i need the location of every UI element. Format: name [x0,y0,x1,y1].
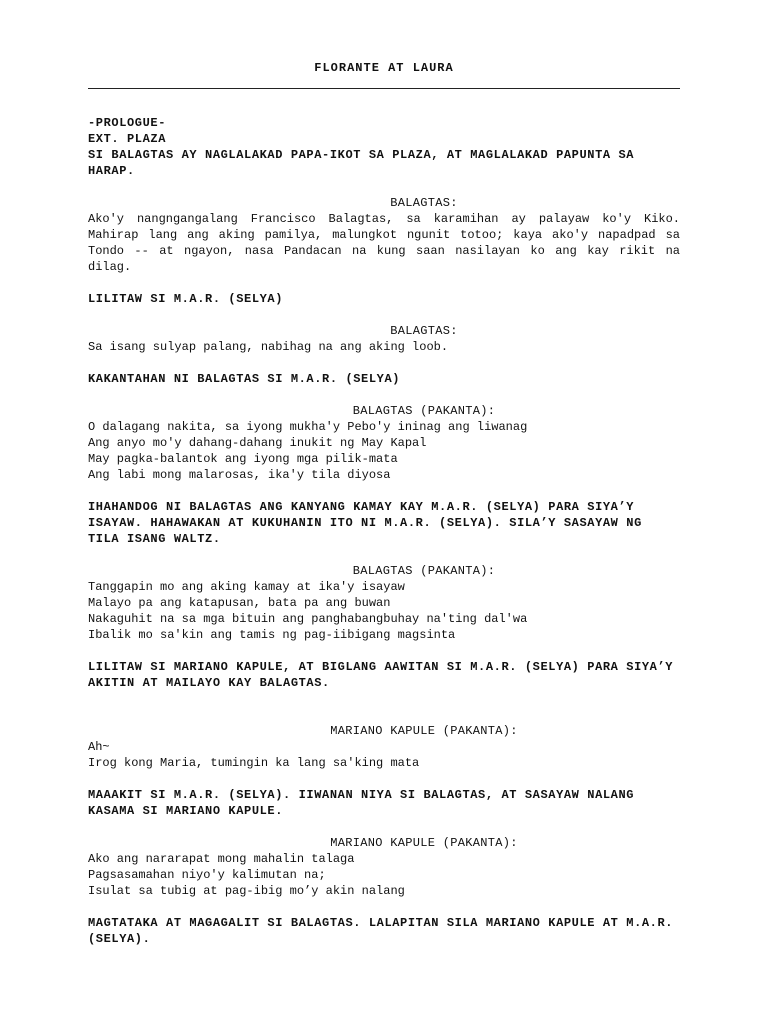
speaker-name: MARIANO KAPULE (PAKANTA): [330,836,518,850]
action-line: LILITAW SI M.A.R. (SELYA) [88,292,284,306]
lyric-line: Ang anyo mo'y dahang-dahang inukit ng May Kapal [88,436,427,450]
song-lyrics [88,579,680,643]
scene-heading: EXT. PLAZA [88,132,167,146]
lyric-line: Irog kong Maria, tumingin ka lang sa'king mata [88,756,420,770]
lyric-line: Pagsasamahan niyo'y kalimutan na; [88,868,326,882]
action-line: IHAHANDOG NI BALAGTAS ANG KANYANG KAMAY KAY M.A.R. (SELYA) PARA SIYA’Y ISAYAW. HAHAWAKAN AT KUKUHANIN ITO NI M.A.R. (SELYA). SILA’Y SASAYAW NG TILA ISANG WALTZ. [88,500,642,546]
lyric-line: Ibalik mo sa'kin ang tamis ng pag-iibigang magsinta [88,628,456,642]
lyric-line: Ako ang nararapat mong mahalin talaga [88,852,355,866]
script-page [88,60,680,947]
lyric-line: Isulat sa tubig at pag-ibig mo’y akin nalang [88,884,405,898]
speaker-name: BALAGTAS (PAKANTA): [352,564,496,578]
dialogue: Sa isang sulyap palang, nabihag na ang aking loob. [88,340,449,354]
action-line: MAAAKIT SI M.A.R. (SELYA). IIWANAN NIYA SI BALAGTAS, AT SASAYAW NALANG KASAMA SI MARIANO KAPULE. [88,788,635,818]
song-lyrics [88,851,680,899]
dialogue: Ako'y nangngangalang Francisco Balagtas, sa karamihan ay palayaw ko'y Kiko. Mahirap lang ang aking pamilya, malungkot ngunit totoo; kaya ako'y napadpad sa Tondo -- at ngayon, nasa Pandacan na kung saan nasilayan ko ang kay rikit na dilag. [88,212,680,274]
action-line: LILITAW SI MARIANO KAPULE, AT BIGLANG AAWITAN SI M.A.R. (SELYA) PARA SIYA’Y AKITIN AT MAILAYO KAY BALAGTAS. [88,660,674,690]
action-line: SI BALAGTAS AY NAGLALAKAD PAPA-IKOT SA PLAZA, AT MAGLALAKAD PAPUNTA SA HARAP. [88,148,635,178]
document-title: FLORANTE AT LAURA [314,61,454,75]
lyric-line: Malayo pa ang katapusan, bata pa ang buwan [88,596,391,610]
lyric-line: May pagka-balantok ang iyong mga pilik-mata [88,452,398,466]
lyric-line: Nakaguhit na sa mga bituin ang panghabangbuhay na'ting dal'wa [88,612,528,626]
lyric-line: Ang labi mong malarosas, ika'y tila diyosa [88,468,391,482]
prologue-label: -PROLOGUE- [88,116,167,130]
action-line: KAKANTAHAN NI BALAGTAS SI M.A.R. (SELYA) [88,372,401,386]
speaker-name: BALAGTAS (PAKANTA): [352,404,496,418]
speaker-name: BALAGTAS: [390,324,458,338]
lyric-line: Ah~ [88,740,110,754]
speaker-name: MARIANO KAPULE (PAKANTA): [330,724,518,738]
action-line: MAGTATAKA AT MAGAGALIT SI BALAGTAS. LALAPITAN SILA MARIANO KAPULE AT M.A.R. (SELYA). [88,916,674,946]
lyric-line: O dalagang nakita, sa iyong mukha'y Pebo'y ininag ang liwanag [88,420,528,434]
song-lyrics [88,739,680,771]
lyric-line: Tanggapin mo ang aking kamay at ika'y isayaw [88,580,405,594]
song-lyrics [88,419,680,483]
speaker-name: BALAGTAS: [390,196,458,210]
